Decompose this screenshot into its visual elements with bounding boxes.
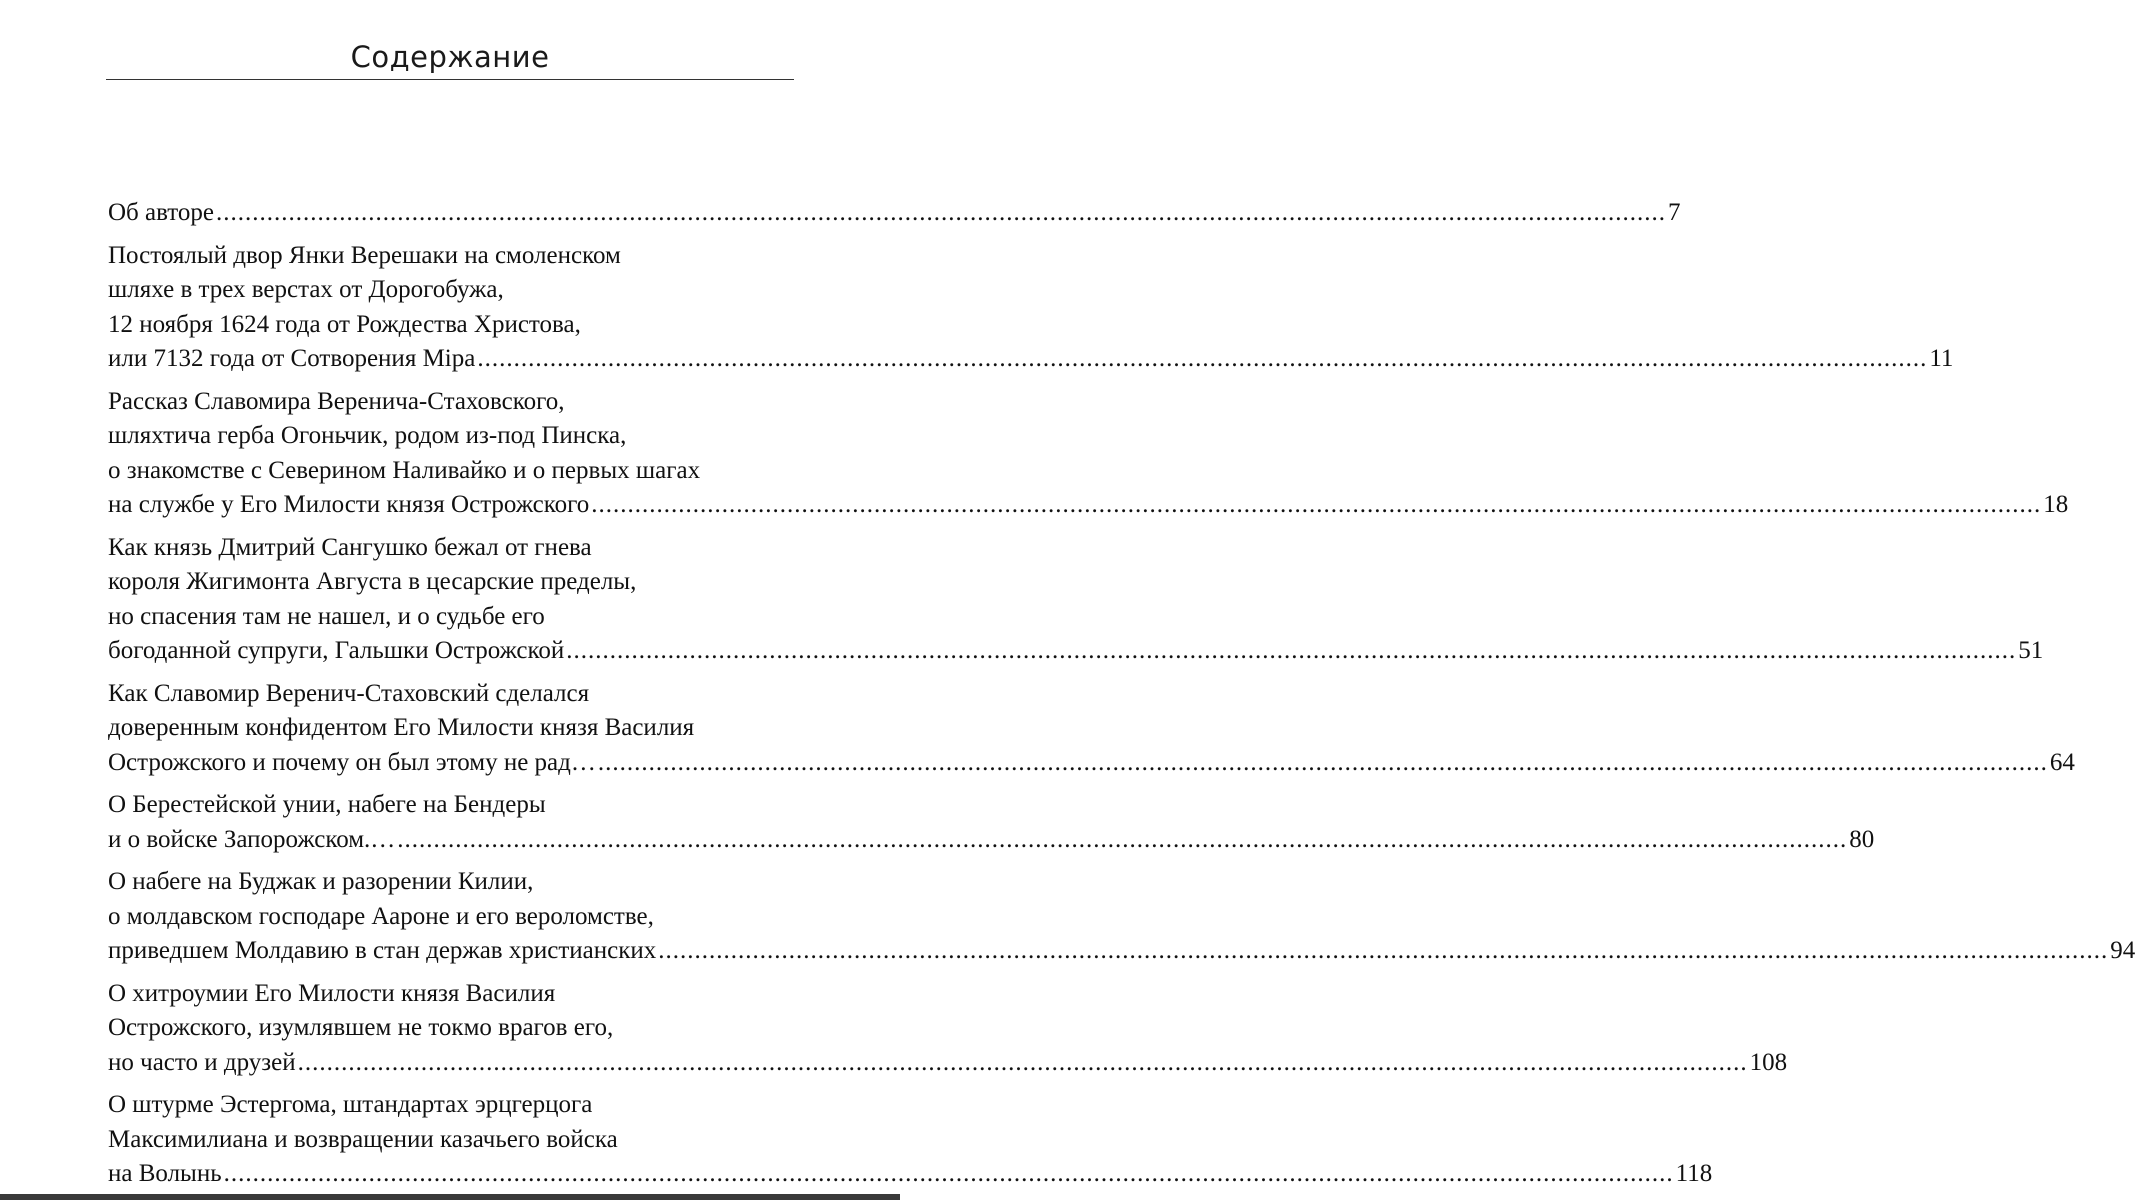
toc-entry [108, 977, 1788, 1081]
toc-page-number: 11 [1929, 345, 1954, 372]
toc-entry-line: О хитроумии Его Милости князя Василия [108, 979, 556, 1007]
toc-leader-dots: ........................................................................................................................................................................................................ [658, 937, 2109, 964]
toc-entry-last-line [108, 1046, 1788, 1081]
toc-entry-line: 12 ноября 1624 года от Рождества Христова, [108, 310, 581, 338]
toc-page-number: 64 [2049, 748, 2075, 776]
toc-entry-line: богоданной супруги, Гальшки Острожской [108, 637, 565, 664]
toc-entry-line: но спасения там не нашел, и о судьбе его [108, 602, 545, 630]
toc-entry-line: Об авторе [108, 199, 214, 226]
toc-entry-line: на Волынь [108, 1160, 222, 1187]
toc-entry-last-line [108, 342, 1954, 377]
toc-entry [108, 865, 2135, 969]
toc-entry-last-line [108, 196, 1681, 231]
toc-entry-line: и о войске Запорожском.… [108, 825, 396, 853]
toc-entry-line: О Берестейской унии, набеге на Бендеры [108, 791, 546, 818]
toc-page-number: 7 [1668, 199, 1681, 226]
page-title: Содержание [350, 40, 550, 74]
toc-entry-last-line [108, 823, 1875, 858]
toc-page-number: 94 [2110, 937, 2135, 964]
toc-leader-dots: ........................................................................................................................................................................................................ [566, 637, 2017, 664]
toc-entry-line: О штурме Эстергома, штандартах эрцгерцога [108, 1091, 593, 1118]
toc-leader-dots: ........................................................................................................................................................................................................ [477, 345, 1928, 372]
toc-page-number: 80 [1849, 825, 1875, 853]
toc-entry-line: о молдавском господаре Аароне и его вероломстве, [108, 902, 654, 930]
toc-entry-line: Рассказ Славомира Веренича-Стаховского, [108, 387, 565, 415]
toc-entry [108, 677, 2075, 781]
toc-leader-dots: ........................................................................................................................................................................................................ [397, 825, 1848, 853]
toc-entry-line: на службе у Его Милости князя Острожского [108, 491, 590, 518]
toc-entry-line: о знакомстве с Северином Наливайко и о первых шагах [108, 456, 701, 484]
toc-leader-dots: ........................................................................................................................................................................................................ [597, 748, 2048, 776]
table-of-contents [108, 196, 2135, 1200]
toc-entry-line: доверенным конфидентом Его Милости князя Василия [108, 714, 695, 741]
toc-entry-line: Постоялый двор Янки Верешаки на смоленском [108, 241, 621, 269]
toc-leader-dots: ........................................................................................................................................................................................................ [223, 1160, 1674, 1187]
toc-entry [108, 196, 1681, 231]
toc-entry-line: короля Жигимонта Августа в цесарские пределы, [108, 568, 637, 595]
toc-leader-dots: ........................................................................................................................................................................................................ [591, 491, 2042, 518]
toc-entry-line: шляхе в трех верстах от Дорогобужа, [108, 276, 504, 303]
toc-entry-line: приведшем Молдавию в стан держав христианских [108, 937, 657, 964]
toc-entry-line: О набеге на Буджак и разорении Килии, [108, 868, 534, 895]
toc-entry-last-line [108, 1157, 1713, 1192]
toc-page-number: 18 [2043, 491, 2069, 518]
toc-entry-last-line [108, 634, 2044, 669]
toc-leader-dots: ........................................................................................................................................................................................................ [216, 199, 1666, 226]
toc-entry-line: Как князь Дмитрий Сангушко бежал от гнева [108, 533, 592, 561]
toc-entry [108, 531, 2044, 669]
toc-entry-last-line [108, 746, 2075, 781]
toc-entry-line: шляхтича герба Огоньчик, родом из-под Пинска, [108, 422, 627, 449]
toc-page-number: 51 [2018, 637, 2044, 664]
toc-entry [108, 788, 1875, 857]
toc-entry-last-line [108, 488, 2069, 523]
bottom-edge-bar [0, 1194, 900, 1200]
toc-entry-line: или 7132 года от Сотворения Міра [108, 345, 476, 372]
toc-entry-line: но часто и друзей [108, 1048, 296, 1076]
toc-entry-line: Острожского и почему он был этому не рад… [108, 748, 596, 776]
toc-page-number: 118 [1675, 1160, 1713, 1187]
toc-entry-line: Как Славомир Веренич-Стаховский сделался [108, 679, 590, 707]
toc-entry [108, 1088, 1713, 1192]
toc-entry-line: Максимилиана и возвращении казачьего войска [108, 1125, 618, 1153]
toc-entry [108, 385, 2069, 523]
toc-entry-last-line [108, 934, 2135, 969]
toc-leader-dots: ........................................................................................................................................................................................................ [297, 1048, 1748, 1076]
toc-entry-line: Острожского, изумлявшем не токмо врагов его, [108, 1014, 614, 1041]
toc-page-number: 108 [1749, 1048, 1788, 1076]
title-divider [106, 79, 794, 80]
toc-entry [108, 239, 1954, 377]
